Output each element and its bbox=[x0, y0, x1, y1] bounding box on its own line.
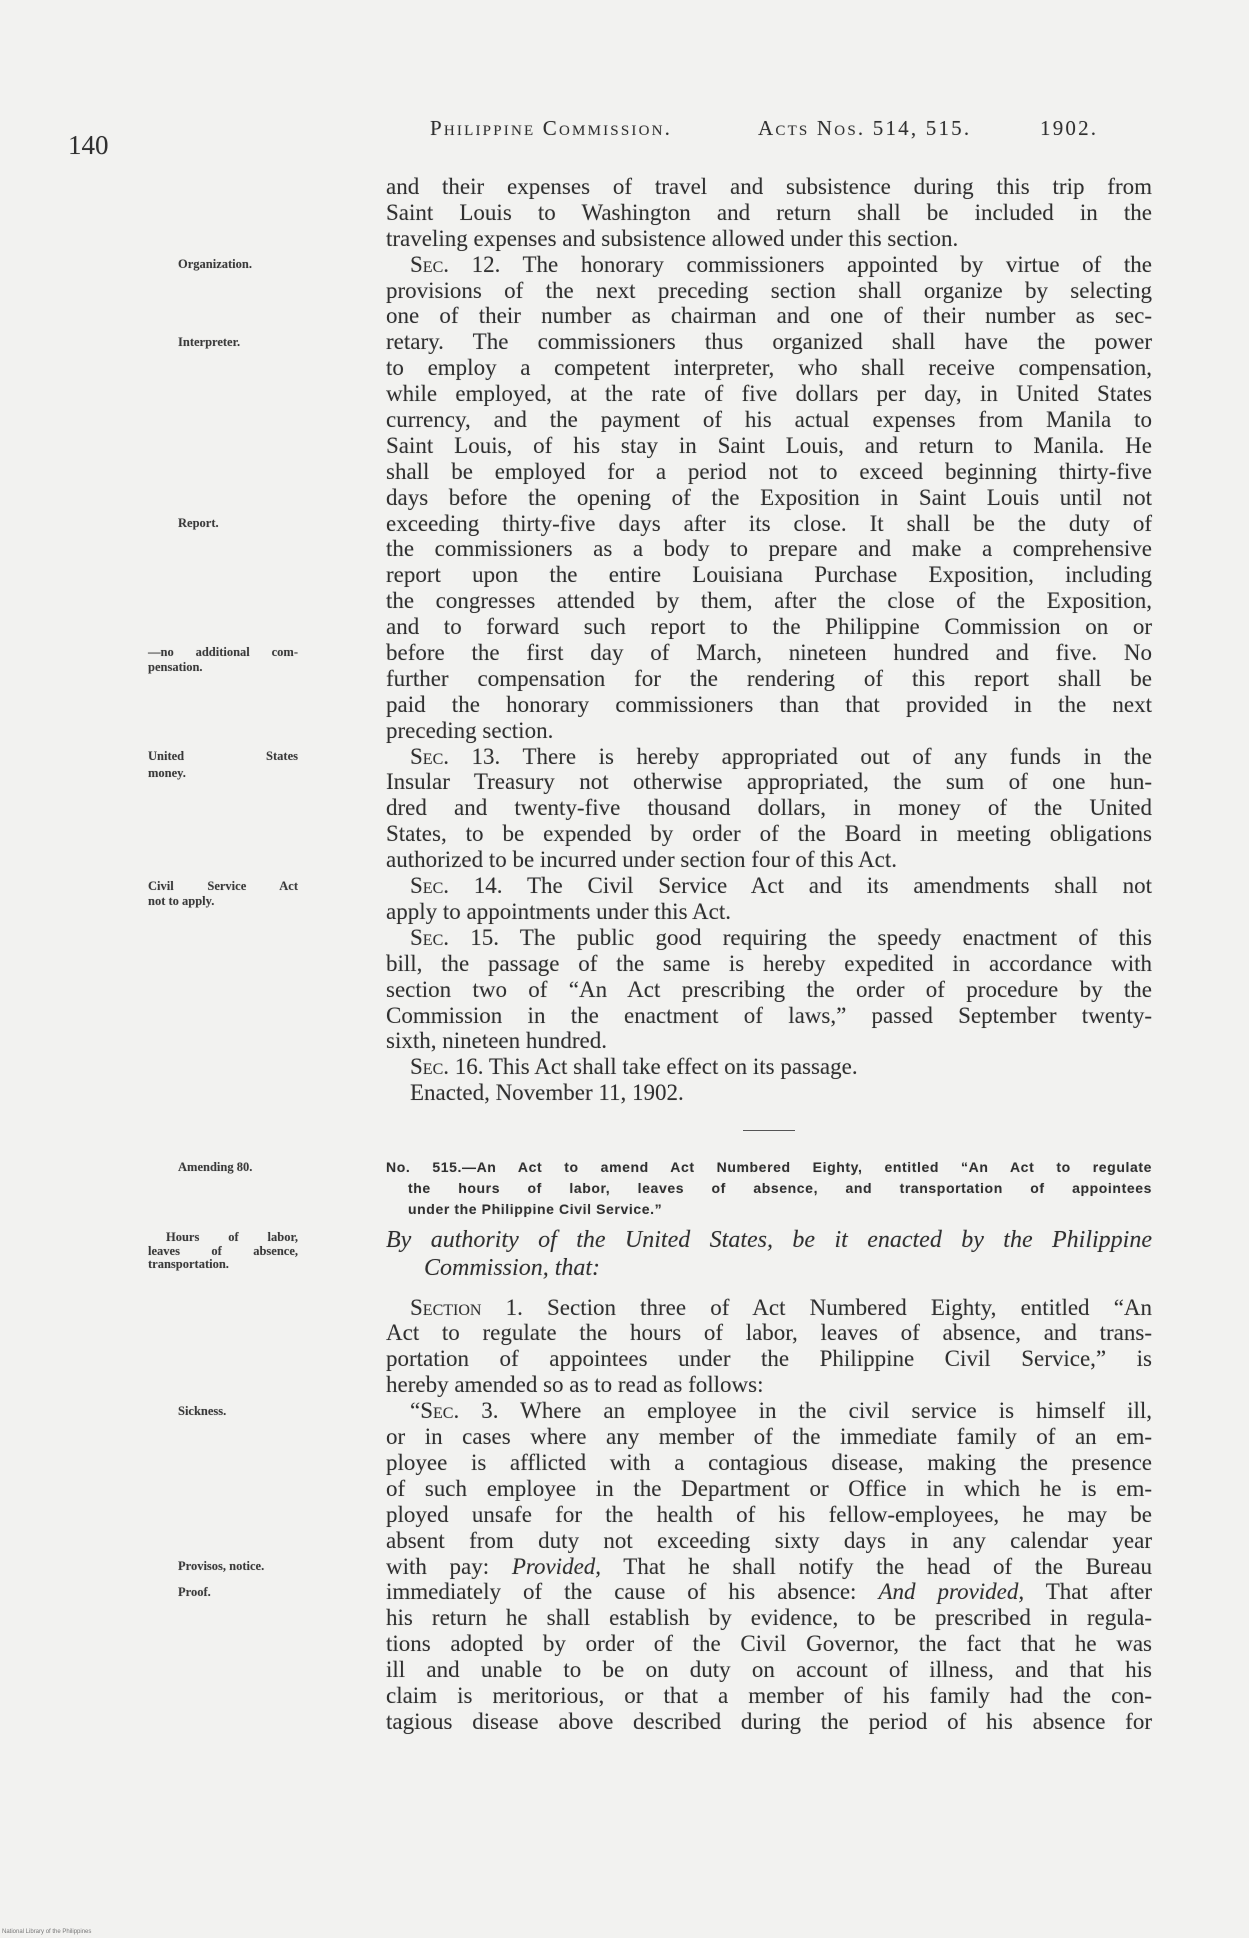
margin-note-line: money. bbox=[148, 766, 186, 780]
text-line: his return he shall establish by evidence, to be prescribed in regula- bbox=[386, 1605, 1152, 1631]
text-line: bill, the passage of the same is hereby expedited in accordance with bbox=[386, 950, 1152, 976]
margin-note-proof bbox=[148, 1585, 298, 1600]
text-line: and their expenses of travel and subsistence during this trip from bbox=[386, 174, 1152, 199]
text-line: Act to regulate the hours of labor, leaves of absence, and trans- bbox=[386, 1320, 1152, 1346]
scan-credit: National Library of the Philippines bbox=[2, 1929, 92, 1935]
enactment-date: Enacted, November 11, 1902. bbox=[410, 1080, 684, 1106]
margin-note-provisos-notice bbox=[148, 1559, 298, 1574]
text-run: That he shall notify the head of the Bureau bbox=[623, 1553, 1152, 1579]
text-line: exceeding thirty-five days after its close. It shall be the duty of bbox=[386, 510, 1152, 536]
text-line: Commission in the enactment of laws,” passed September twenty- bbox=[386, 1002, 1152, 1028]
act-515-text bbox=[386, 1295, 1152, 1735]
text-run: There is hereby appropriated out of any funds in the bbox=[522, 743, 1152, 769]
text-line: paid the honorary commissioners than that provided in the next bbox=[386, 691, 1152, 717]
margin-note-line: Amending 80. bbox=[178, 1160, 253, 1174]
text-line: retary. The commissioners thus organized shall have the power bbox=[386, 329, 1152, 355]
text-line: one of their number as chairman and one of their number as sec- bbox=[386, 303, 1152, 329]
section-1-first-line bbox=[386, 1295, 1152, 1321]
text-line: hereby amended so as to read as follows: bbox=[386, 1372, 764, 1398]
margin-note-line: Report. bbox=[178, 516, 219, 530]
text-line: currency, and the payment of his actual expenses from Manila to bbox=[386, 407, 1152, 433]
text-line: traveling expenses and subsistence allowed under this section. bbox=[386, 225, 959, 251]
text-line-proviso bbox=[386, 1554, 1152, 1580]
text-line: ill and unable to be on duty on account of illness, and that his bbox=[386, 1657, 1152, 1683]
text-line: while employed, at the rate of five dollars per day, in United States bbox=[386, 381, 1152, 407]
text-line: days before the opening of the Exposition in Saint Louis until not bbox=[386, 484, 1152, 510]
sec-15-first-line bbox=[386, 925, 1152, 951]
text-line: section two of “An Act prescribing the order of procedure by the bbox=[386, 976, 1152, 1002]
sec-3-first-line bbox=[386, 1398, 1152, 1424]
text-run: Section three of Act Numbered Eighty, entitled “An bbox=[547, 1294, 1153, 1320]
text-line: before the first day of March, nineteen hundred and five. No bbox=[386, 640, 1152, 666]
text-line-proviso bbox=[386, 1579, 1152, 1605]
page-number: 140 bbox=[68, 130, 109, 160]
text-run: Where an employee in the civil service is himself ill, bbox=[520, 1398, 1152, 1424]
margin-note-line: —no additional com- bbox=[148, 645, 298, 659]
text-run: The public good requiring the speedy enactment of this bbox=[519, 924, 1152, 950]
margin-note-line: United States bbox=[148, 749, 298, 763]
section-label: Sec. 14. bbox=[410, 873, 503, 899]
text-line: dred and twenty-five thousand dollars, in money of the United bbox=[386, 795, 1152, 821]
text-line: and to forward such report to the Philippine Commission on or bbox=[386, 614, 1152, 640]
section-label: Sec. 16. bbox=[410, 1054, 484, 1080]
margin-note-line: pensation. bbox=[148, 660, 203, 674]
sec-13-first-line bbox=[386, 744, 1152, 770]
text-line: portation of appointees under the Philippine Civil Service,” is bbox=[386, 1346, 1152, 1372]
margin-note-united-states-money bbox=[148, 748, 298, 782]
title-line: the hours of labor, leaves of absence, and transportation of appointees bbox=[408, 1180, 1152, 1196]
sec-12-first-line bbox=[386, 252, 1152, 278]
margin-note-line: Provisos, notice. bbox=[178, 1559, 265, 1573]
text-run: immediately of the cause of his absence: bbox=[386, 1579, 857, 1605]
margin-note-organization bbox=[148, 257, 298, 272]
text-run: This Act shall take effect on its passage. bbox=[488, 1054, 858, 1080]
text-line: Saint Louis to Washington and return shall be included in the bbox=[386, 199, 1152, 225]
text-line: the congresses attended by them, after the close of the Exposition, bbox=[386, 588, 1152, 614]
text-line: claim is meritorious, or that a member of his family had the con- bbox=[386, 1682, 1152, 1708]
margin-note-no-additional-compensation bbox=[148, 645, 298, 675]
margin-note-line: leaves of absence, bbox=[148, 1243, 298, 1258]
section-label: Sec. 12. bbox=[410, 251, 501, 277]
text-run: The honorary commissioners appointed by virtue of the bbox=[522, 251, 1152, 277]
margin-note-line: not to apply. bbox=[148, 894, 215, 908]
margin-note-civil-service-act bbox=[148, 879, 298, 909]
text-line: authorized to be incurred under section four of this Act. bbox=[386, 847, 897, 873]
section-label: Sec. 15. bbox=[410, 924, 499, 950]
text-line: the commissioners as a body to prepare and make a comprehensive bbox=[386, 536, 1152, 562]
enacting-line: By authority of the United States, be it enacted by the Philippine bbox=[386, 1227, 1152, 1253]
enacting-clause bbox=[386, 1226, 1152, 1282]
margin-note-interpreter bbox=[148, 335, 298, 350]
text-line: States, to be expended by order of the Board in meeting obligations bbox=[386, 821, 1152, 847]
enacting-line: Commission, that: bbox=[424, 1255, 601, 1281]
margin-note-sickness bbox=[148, 1404, 298, 1419]
title-line: No. 515.—An Act to amend Act Numbered Eighty, entitled “An Act to regulate bbox=[386, 1159, 1152, 1175]
margin-note-line: transportation. bbox=[148, 1257, 229, 1271]
text-line: Saint Louis, of his stay in Saint Louis, and return to Manila. He bbox=[386, 432, 1152, 458]
text-line: shall be employed for a period not to exceed beginning thirty-five bbox=[386, 458, 1152, 484]
text-line: apply to appointments under this Act. bbox=[386, 898, 731, 924]
acts-numbers: Acts Nos. 514, 515. bbox=[758, 116, 972, 140]
margin-note-line: Proof. bbox=[178, 1585, 211, 1599]
margin-note-report bbox=[148, 516, 298, 531]
italic-run: Provided, bbox=[511, 1553, 602, 1579]
text-run: with pay: bbox=[386, 1553, 490, 1579]
text-line: preceding section. bbox=[386, 717, 554, 743]
year: 1902. bbox=[1040, 116, 1099, 140]
text-line: tagious disease above described during the period of his absence for bbox=[386, 1708, 1152, 1734]
text-line: report upon the entire Louisiana Purchase Exposition, including bbox=[386, 562, 1152, 588]
text-line: ployee is afflicted with a contagious disease, making the presence bbox=[386, 1449, 1152, 1475]
section-label: Sec. 13. bbox=[410, 743, 501, 769]
margin-note-line: Organization. bbox=[178, 257, 252, 271]
margin-note-line: Interpreter. bbox=[178, 335, 241, 349]
margin-note-line: Civil Service Act bbox=[148, 879, 298, 893]
margin-note-amending-80 bbox=[148, 1160, 298, 1175]
text-line: provisions of the next preceding section shall organize by selecting bbox=[386, 277, 1152, 303]
title-line: under the Philippine Civil Service.” bbox=[408, 1201, 663, 1217]
text-line: or in cases where any member of the immediate family of an em- bbox=[386, 1424, 1152, 1450]
margin-note-hours-of-labor bbox=[148, 1231, 298, 1272]
running-head: Philippine Commission. bbox=[430, 116, 673, 140]
text-line: of such employee in the Department or Office in which he is em- bbox=[386, 1475, 1152, 1501]
margin-note-line: Sickness. bbox=[178, 1404, 227, 1418]
text-line: ployed unsafe for the health of his fellow-employees, he may be bbox=[386, 1501, 1152, 1527]
act-515-title bbox=[386, 1157, 1152, 1220]
act-514-text bbox=[386, 174, 1152, 1106]
sec-16-line bbox=[386, 1054, 1152, 1080]
section-divider-rule bbox=[743, 1130, 795, 1131]
text-line: sixth, nineteen hundred. bbox=[386, 1028, 608, 1054]
section-label: “Sec. 3. bbox=[410, 1398, 499, 1424]
text-line: further compensation for the rendering of this report shall be bbox=[386, 665, 1152, 691]
text-line: tions adopted by order of the Civil Governor, the fact that he was bbox=[386, 1631, 1152, 1657]
text-line: absent from duty not exceeding sixty days in any calendar year bbox=[386, 1527, 1152, 1553]
text-line: to employ a competent interpreter, who shall receive compensation, bbox=[386, 355, 1152, 381]
section-label: Section 1. bbox=[410, 1294, 523, 1320]
italic-run: And provided, bbox=[878, 1579, 1025, 1605]
text-run: The Civil Service Act and its amendments shall not bbox=[526, 873, 1152, 899]
text-line: Insular Treasury not otherwise appropriated, the sum of one hun- bbox=[386, 769, 1152, 795]
sec-14-first-line bbox=[386, 873, 1152, 899]
margin-note-line: Hours of labor, bbox=[166, 1230, 298, 1244]
text-run: That after bbox=[1045, 1579, 1152, 1605]
